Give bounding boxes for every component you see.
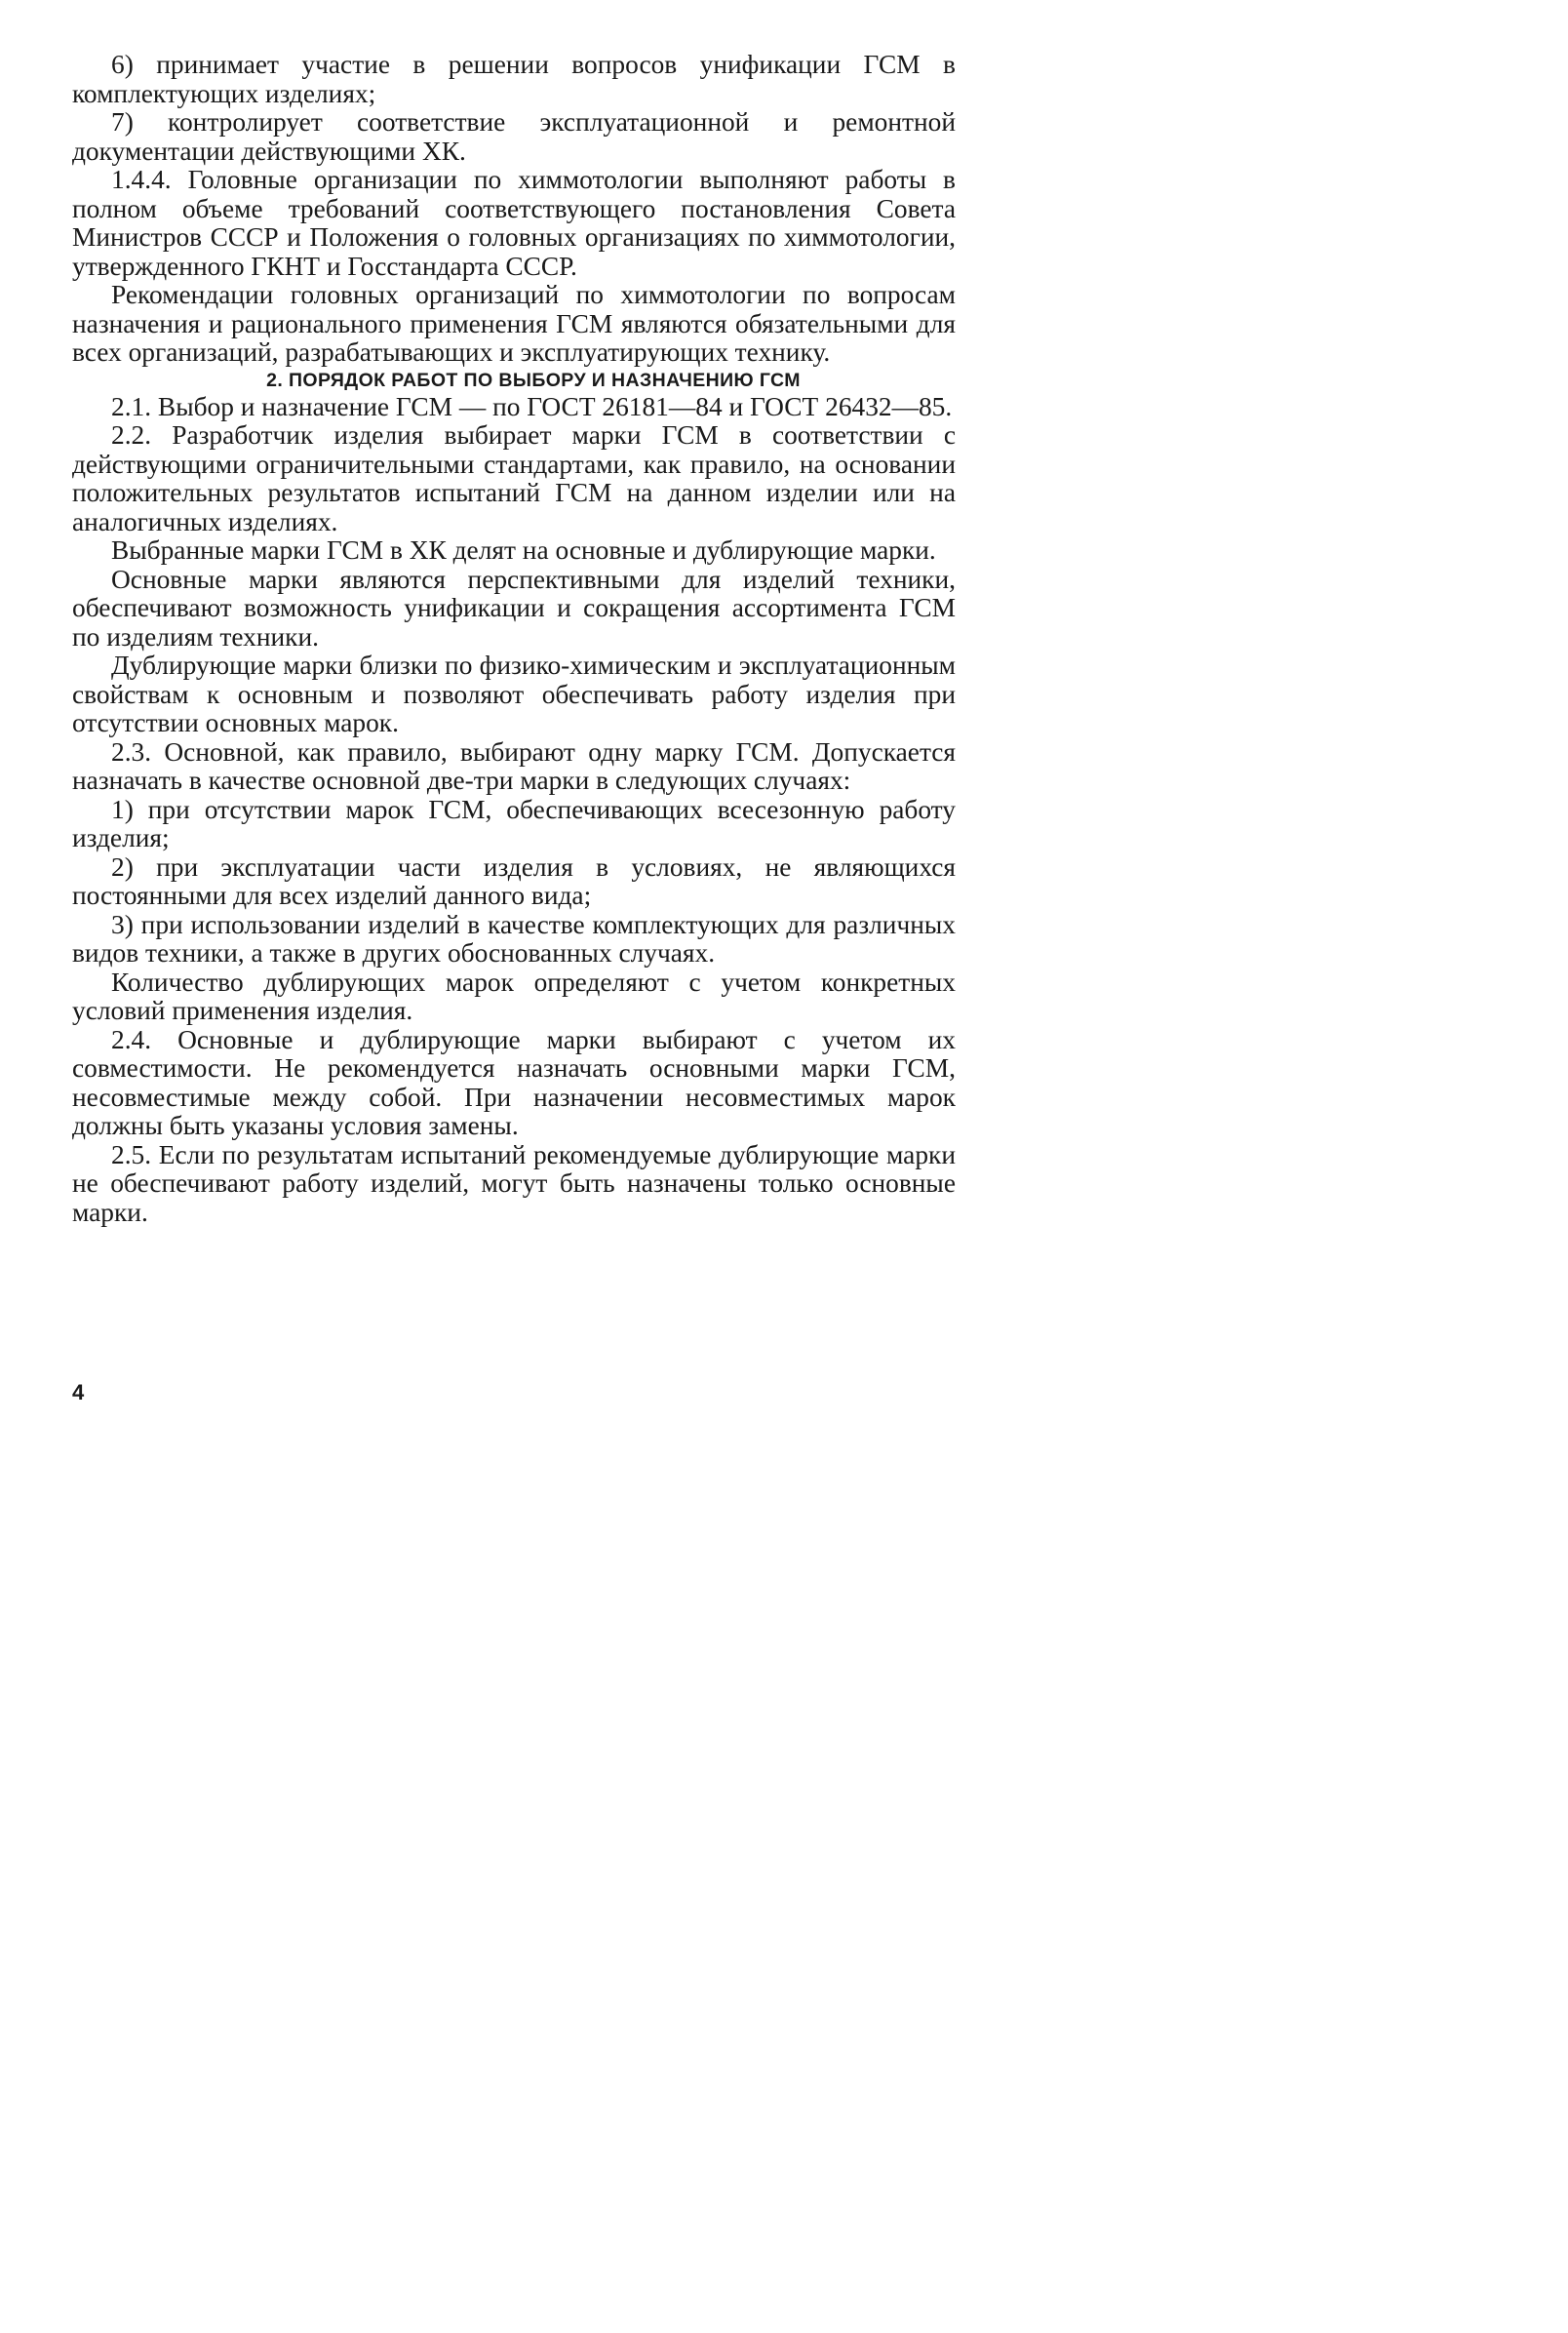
paragraph-2-4: 2.4. Основные и дублирующие марки выбирают с учетом их совместимости. Не рекомендуется назначать основными марки ГСМ, несовместимые между собой. При назначении несовместимых марок должны быть указаны условия замены.	[72, 1024, 956, 1140]
page-number: 4	[72, 1380, 85, 1404]
paragraph-duplicate-count: Количество дублирующих марок определяют с учетом конкретных условий применения изделия.	[72, 967, 956, 1025]
document-page	[0, 0, 1028, 1528]
paragraph-duplicate-grades: Дублирующие марки близки по физико-химическим и эксплуатационным свойствам к основным и позволяют обеспечивать работу изделия при отсутствии основных марок.	[72, 651, 956, 737]
paragraph-2-5: 2.5. Если по результатам испытаний рекомендуемые дублирующие марки не обеспечивают работу изделий, могут быть назначены только основные марки.	[72, 1139, 956, 1227]
paragraph-recommendations: Рекомендации головных организаций по химмотологии по вопросам назначения и рационального применения ГСМ являются обязательными для всех организаций, разрабатывающих и эксплуатирующих технику.	[72, 280, 956, 367]
list-item-3: 3) при использовании изделий в качестве комплектующих для различных видов техники, а также в других обоснованных случаях.	[72, 909, 956, 968]
paragraph-2-2: 2.2. Разработчик изделия выбирает марки ГСМ в соответствии с действующими ограничительными стандартами, как правило, на основании положительных результатов испытаний ГСМ на данном изделии или на аналогичных изделиях.	[72, 420, 956, 536]
paragraph-1-4-4: 1.4.4. Головные организации по химмотологии выполняют работы в полном объеме требований соответствующего постановления Совета Министров СССР и Положения о головных организациях по химмотологии, утвержденного ГКНТ и Госстандарта СССР.	[72, 165, 956, 281]
paragraph-item-6: 6) принимает участие в решении вопросов унификации ГСМ в комплектующих изделиях;	[72, 50, 956, 108]
section-heading: 2. ПОРЯДОК РАБОТ ПО ВЫБОРУ И НАЗНАЧЕНИЮ ГСМ	[266, 369, 801, 391]
paragraph-selected-grades: Выбранные марки ГСМ в ХК делят на основные и дублирующие марки.	[111, 535, 936, 565]
list-item-2: 2) при эксплуатации части изделия в условиях, не являющихся постоянными для всех изделий данного вида;	[72, 851, 956, 910]
list-item-1: 1) при отсутствии марок ГСМ, обеспечивающих всесезонную работу изделия;	[72, 794, 956, 852]
paragraph-item-7: 7) контролирует соответствие эксплуатационной и ремонтной документации действующими ХК.	[72, 107, 956, 166]
paragraph-main-grades: Основные марки являются перспективными для изделий техники, обеспечивают возможность унификации и сокращения ассортимента ГСМ по изделиям техники.	[72, 564, 956, 652]
paragraph-2-3: 2.3. Основной, как правило, выбирают одну марку ГСМ. Допускается назначать в качестве основной две-три марки в следующих случаях:	[72, 736, 956, 795]
paragraph-2-1: 2.1. Выбор и назначение ГСМ — по ГОСТ 26181—84 и ГОСТ 26432—85.	[111, 391, 953, 421]
